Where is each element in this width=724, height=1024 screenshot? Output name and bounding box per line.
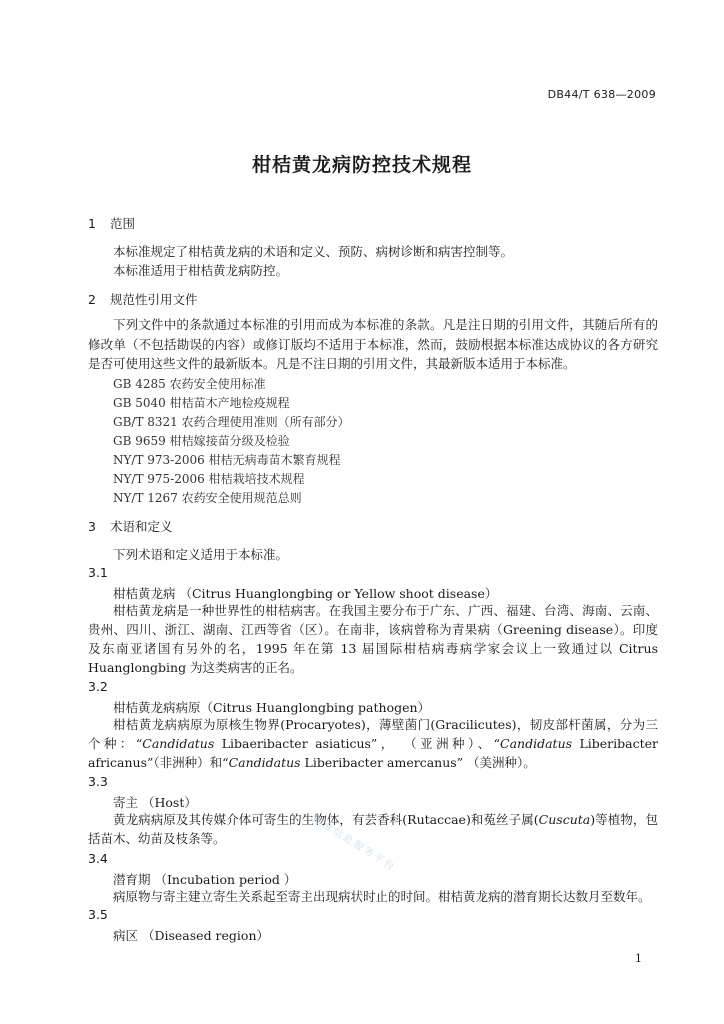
- reference-item: GB 5040 柑桔苗木产地检疫规程: [113, 396, 290, 410]
- clause-number: 3.1: [88, 565, 108, 580]
- term-definition: 病原物与寄主建立寄生关系起至寄主出现病状时止的时间。柑桔黄龙病的潜育期长达数月至数年。: [113, 889, 651, 904]
- paragraph: 本标准适用于柑桔黄龙病防控。: [113, 263, 289, 278]
- reference-item: GB/T 8321 农药合理使用准则（所有部分）: [113, 415, 350, 429]
- reference-item: GB 9659 柑桔嫁接苗分级及检验: [113, 434, 290, 448]
- term-definition: 柑桔黄龙病是一种世界性的柑桔病害。在我国主要分布于广东、广西、福建、台湾、海南、云南、贵州、四川、浙江、湖南、江西等省（区）。在南非，该病曾称为青果病（Greening disease）。印度及东南亚诸国有另外的名，1995 年在第 13 届国际柑桔病毒病学家会议上一致通过以 Citrus Huanglongbing 为这类病害的正名。: [88, 603, 658, 675]
- section-heading-1: [88, 214, 135, 232]
- reference-item: NY/T 973-2006 柑桔无病毒苗木繁育规程: [113, 453, 341, 467]
- reference-item: NY/T 975-2006 柑桔栽培技术规程: [113, 472, 305, 486]
- definition-text: 柑桔黄龙病病原为原核生物界(Procaryotes)，薄壁菌门(Gracilicutes)，韧皮部杆菌属，分为三个种：“: [88, 717, 658, 751]
- section-heading-2: [88, 290, 198, 308]
- term-heading: 病区 （Diseased region）: [113, 928, 269, 943]
- page-title: 柑桔黄龙病防控技术规程: [251, 154, 472, 176]
- clause-number: 3.4: [88, 851, 108, 866]
- definition-text: Liberibacter africanus”（非洲种）和“: [88, 736, 658, 770]
- term-definition: [88, 810, 658, 848]
- section-number: 1: [88, 216, 96, 231]
- paragraph: 本标准规定了柑桔黄龙病的术语和定义、预防、病树诊断和病害控制等。: [113, 244, 514, 259]
- definition-text: Liberibacter amercanus” （美洲种）。: [300, 755, 536, 770]
- species-name: Candidatus: [500, 736, 573, 751]
- section-title: 术语和定义: [110, 519, 173, 534]
- definition-text: Libaeribacter asiaticus”， （亚洲种）、“: [214, 736, 501, 751]
- section-heading-3: [88, 517, 173, 535]
- clause-number: 3.2: [88, 679, 108, 694]
- definition-text: )等植物，包括苗木、幼苗及枝条等。: [88, 812, 658, 846]
- document-code: DB44/T 638—2009: [547, 88, 656, 101]
- section-title: 范围: [110, 216, 136, 231]
- genus-name: Cuscuta: [538, 812, 591, 827]
- reference-item: NY/T 1267 农药安全使用规范总则: [113, 491, 302, 505]
- paragraph: 下列术语和定义适用于本标准。: [113, 547, 289, 562]
- species-name: Candidatus: [142, 736, 215, 751]
- term-heading: 潜育期 （Incubation period ）: [113, 872, 297, 887]
- term-heading: 柑桔黄龙病 （Citrus Huanglongbing or Yellow shoot disease）: [113, 586, 498, 601]
- species-name: Candidatus: [228, 755, 301, 770]
- page-number: 1: [635, 952, 642, 965]
- clause-number: 3.5: [88, 907, 108, 922]
- section-number: 3: [88, 519, 96, 534]
- definition-text: 黄龙病病原及其传媒介体可寄生的生物体，有芸香科(Rutaccae)和菟丝子属(: [113, 812, 539, 827]
- paragraph: 下列文件中的条款通过本标准的引用而成为本标准的条款。凡是注日期的引用文件，其随后所有的修改单（不包括勘误的内容）或修订版均不适用于本标准，然而，鼓励根据本标准达成协议的各方研究是否可使用这些文件的最新版本。凡是不注日期的引用文件，其最新版本适用于本标准。: [88, 317, 658, 371]
- section-title: 规范性引用文件: [110, 292, 198, 307]
- term-heading: 柑桔黄龙病病原（Citrus Huanglongbing pathogen）: [113, 700, 431, 715]
- term-heading: 寄主 （Host）: [113, 795, 197, 810]
- watermark: 标准信息服务平台: [310, 813, 398, 874]
- reference-item: GB 4285 农药安全使用标准: [113, 377, 266, 391]
- clause-number: 3.3: [88, 774, 108, 789]
- section-number: 2: [88, 292, 96, 307]
- term-definition: [88, 715, 658, 772]
